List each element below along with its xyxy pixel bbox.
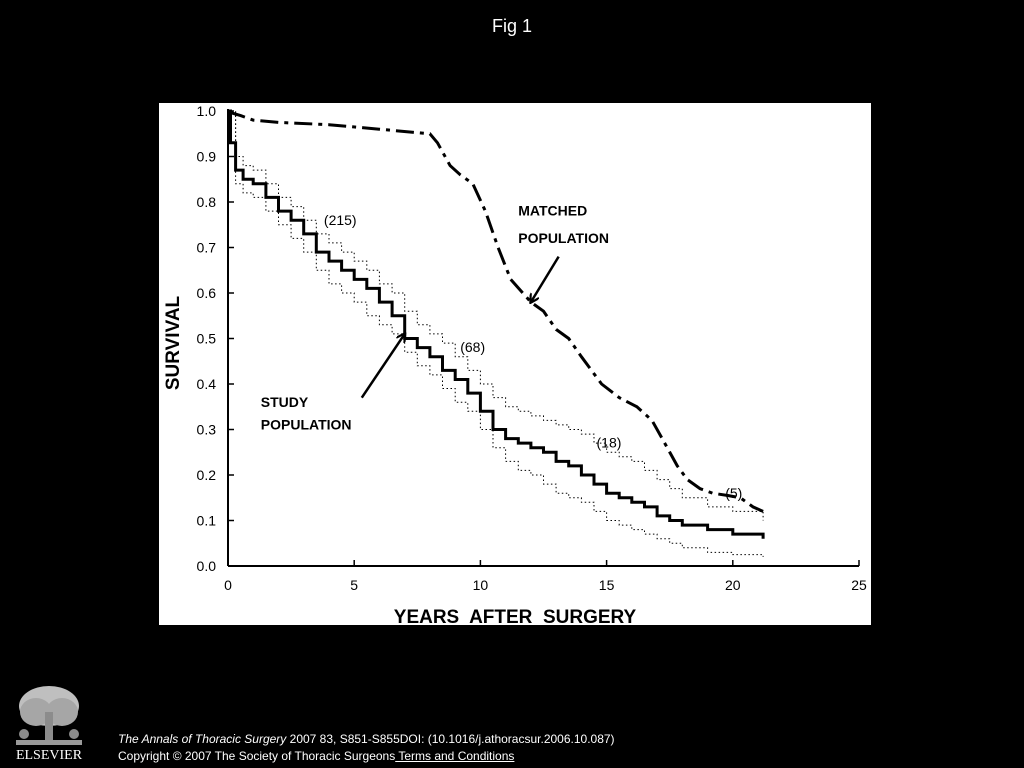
elsevier-wordmark: ELSEVIER (15, 748, 83, 763)
figure-title: Fig 1 (491, 16, 533, 36)
x-axis-title: YEARS AFTER SURGERY (393, 607, 637, 625)
y-tick-label: 0.5 (196, 330, 216, 347)
y-tick-label: 0.0 (196, 558, 216, 574)
annotation-label: MATCHED (518, 202, 588, 219)
series-layer (228, 111, 763, 557)
x-tick-label: 25 (851, 577, 867, 593)
journal-name: The Annals of Thoracic Surgery (118, 732, 287, 746)
citation-line (118, 731, 615, 748)
copyright-text: Copyright © 2007 The Society of Thoracic Surgeons (118, 749, 396, 763)
at-risk-count-label: (215) (323, 211, 357, 228)
annotation-label: POPULATION (260, 416, 352, 433)
y-tick-label: 0.2 (196, 467, 216, 483)
annotation-label: STUDY (260, 393, 309, 410)
y-tick-label: 0.3 (196, 421, 216, 438)
y-tick-label: 1.0 (196, 103, 216, 119)
copyright-line (118, 748, 615, 765)
matched-population-line (228, 111, 763, 511)
x-tick-label: 10 (472, 577, 489, 593)
x-tick-label: 5 (350, 577, 359, 593)
x-tick-label: 20 (725, 577, 741, 593)
terms-link[interactable]: Terms and Conditions (395, 749, 515, 763)
y-tick-label: 0.7 (196, 239, 216, 256)
pointer-arrow (531, 257, 559, 303)
y-tick-label: 0.9 (196, 148, 216, 165)
figure-panel (159, 103, 871, 625)
survival-chart (159, 103, 871, 625)
y-tick-label: 0.1 (196, 512, 216, 529)
y-tick-label: 0.8 (196, 194, 216, 210)
x-tick-label: 15 (598, 577, 615, 593)
pointer-arrow (362, 334, 405, 398)
y-axis-title: SURVIVAL (163, 295, 184, 391)
citation-details: 2007 83, S851-S855DOI: (10.1016/j.athoracsur.2006.10.087) (286, 732, 615, 746)
y-tick-label: 0.6 (196, 285, 216, 301)
at-risk-count-label: (5) (725, 484, 743, 501)
x-tick-label: 0 (224, 577, 232, 593)
axes (197, 103, 867, 593)
annotations-layer (261, 203, 743, 501)
at-risk-count-label: (18) (596, 434, 622, 451)
y-tick-label: 0.4 (196, 376, 216, 392)
lower-confidence-line (228, 111, 763, 557)
annotation-label: POPULATION (518, 229, 610, 246)
at-risk-count-label: (68) (460, 339, 486, 356)
citation-block (118, 731, 615, 765)
upper-confidence-line (228, 111, 763, 521)
